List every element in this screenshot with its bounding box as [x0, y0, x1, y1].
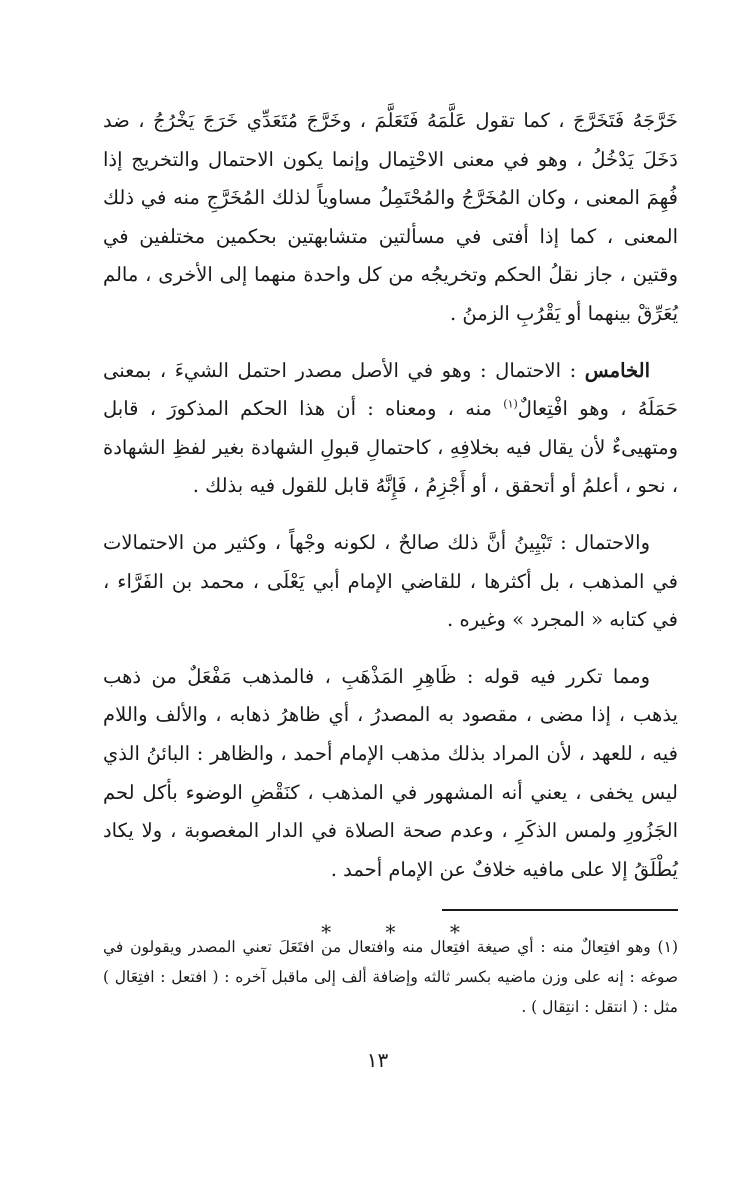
section-heading-fifth: الخامس [584, 358, 650, 382]
footnote-divider [442, 909, 678, 911]
paragraph-2-text-a: : الاحتمال : وهو في الأصل مصدر احتمل الشيءَ ، بمعنى حَمَلَهُ ، وهو افْتِعالٌ [103, 358, 678, 421]
paragraph-3: والاحتمال : تَبْيِينُ أنَّ ذلك صالحٌ ، لكونه وجْهاً ، وكثير من الاحتمالات في المذهب ، بل أكثرها ، للقاضي الإمام أبي يَعْلَى ، محمد بن الفَرَّاء ، في كتابه « المجرد » وغيره . [103, 530, 678, 632]
paragraph-4: ومما تكرر فيه قوله : ظَاهِرِ المَذْهَبِ ، فالمذهب مَفْعَلٌ من ذهب يذهب ، إذا مضى ، مقصود به المصدرُ ، أي ظاهرُ ذهابه ، والألف واللام فيه ، للعهد ، لأن المراد بذلك مذهب الإمام أحمد ، والظاهر : البائنُ الذي ليس يخفى ، يعني أنه المشهور في المذهب ، كنَقْضِ الوضوء بأكل لحم الجَزُورِ ولمس الذكَرِ ، وعدم صحة الصلاة في الدار المغصوبة ، ولا يكاد يُطْلَقُ إلا على مافيه خلافٌ عن الإمام أحمد . [103, 664, 678, 881]
footnote-marker[interactable]: (١) [503, 397, 518, 411]
page-body [103, 102, 678, 1016]
page-number: ١٣ [366, 1048, 389, 1072]
footnote: (١) وهو افتِعالٌ منه : أي صيغة افتِعال منه وافتعال من افتَعَلَ تعني المصدر ويقولون في صوغه : إنه على وزن ماضيه بكسر ثالثه وإضافة ألف إلى ماقبل آخره : ( افتعل : افتِعَال ) مثل : ( انتقل : انتِقال ) . [103, 938, 678, 1016]
paragraph-1: خَرَّجَهُ فَتَخَرَّجَ ، كما تقول عَلَّمَهُ فَتَعَلَّمَ ، وخَرَّجَ مُتَعَدِّي خَرَجَ يَخْرُجُ ، ضد دَخَلَ يَدْخُلُ ، وهو في معنى الاحْتِمال وإنما يكون الاحتمال والتخريج إذا فُهِمَ المعنى ، وكان المُخَرَّجُ والمُحْتَمِلُ مساوياً لذلك المُخَرَّجِ منه في ذلك المعنى ، كما إذا أفتى في مسألتين متشابهتين بحكمين مختلفين في وقتين ، جاز نقلُ الحكم وتخريجُه من كل واحدة منهما إلى الأخرى ، مالم يُعَرِّقْ بينهما أو يَقْرُبِ الزمنُ . [103, 109, 678, 325]
section-separator: * * * [321, 920, 484, 945]
paragraph-2-text-b: منه ، ومعناه : أن هذا الحكم المذكورَ ، قابل ومتهيىءٌ لأن يقال فيه بخلافِهِ ، كاحتمالِ قبولِ الشهادة بغير لفظِ الشهادة ، نحو ، أعلمُ أو أتحقق ، أو أَجْزِمُ ، فَإِنَّهُ قابل للقول فيه بذلك . [103, 397, 678, 498]
paragraph-2 [103, 352, 678, 506]
